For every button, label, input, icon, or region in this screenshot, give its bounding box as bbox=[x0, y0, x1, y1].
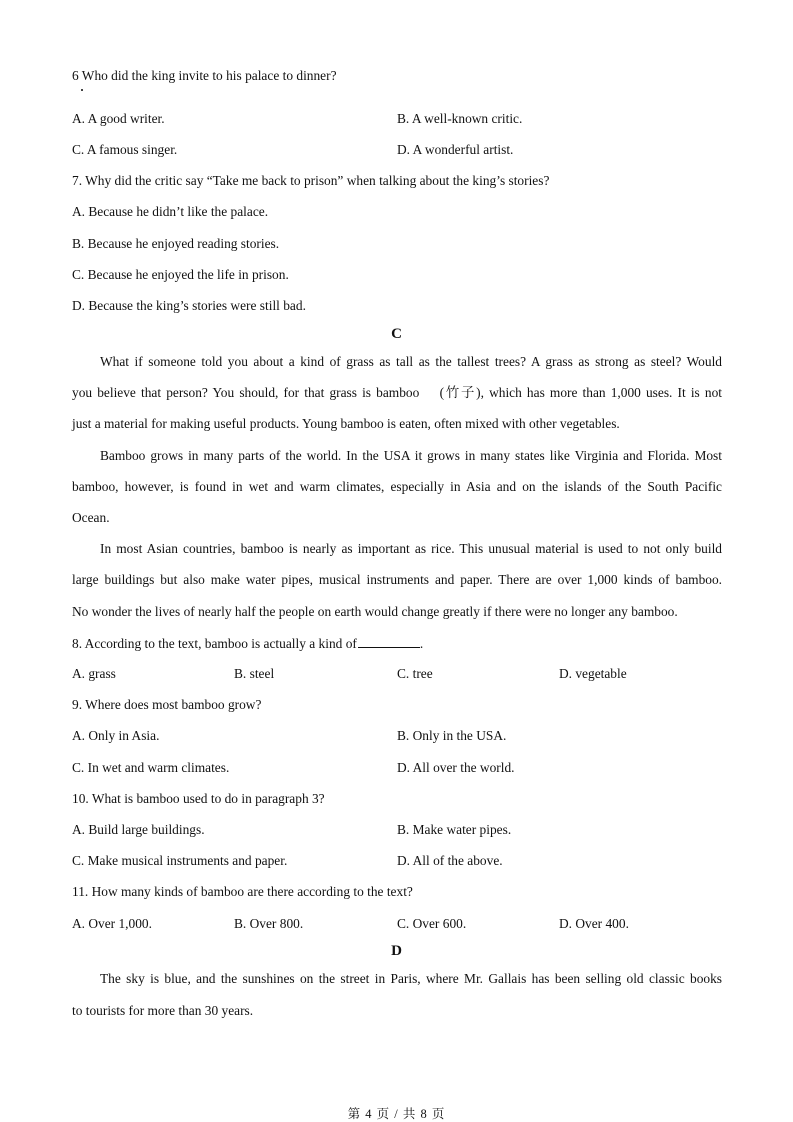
passage-c-p3-line-2: large buildings but also make water pipes, musical instruments and paper. There are over 1,000 kinds of bamboo. bbox=[72, 572, 722, 587]
passage-c-p1-line-2: you believe that person? You should, for that grass is bamboo (竹子), which has more than 1,000 uses. It is not bbox=[72, 385, 722, 400]
q9-option-c: C. In wet and warm climates. bbox=[72, 760, 230, 775]
q11-option-b: B. Over 800. bbox=[234, 916, 304, 931]
q10-option-d: D. All of the above. bbox=[397, 853, 503, 868]
q11-option-c: C. Over 600. bbox=[397, 916, 467, 931]
q8-option-c: C. tree bbox=[397, 666, 433, 681]
passage-c-p1-line-1: What if someone told you about a kind of grass as tall as the tallest trees? A grass as strong as steel? Would bbox=[100, 354, 722, 369]
q9-option-d: D. All over the world. bbox=[397, 760, 515, 775]
passage-c-p3-line-1: In most Asian countries, bamboo is nearly as important as rice. This unusual material is used to not only build bbox=[100, 541, 722, 556]
q7-option-d: D. Because the king’s stories were still bad. bbox=[72, 298, 306, 313]
q11-option-d: D. Over 400. bbox=[559, 916, 629, 931]
passage-d-p1-line-2: to tourists for more than 30 years. bbox=[72, 1003, 254, 1018]
passage-c-p2-line-2: bamboo, however, is found in wet and warm climates, especially in Asia and on the islands of the South Pacific bbox=[72, 479, 722, 494]
question-10: 10. What is bamboo used to do in paragraph 3? bbox=[72, 791, 325, 806]
q7-option-b: B. Because he enjoyed reading stories. bbox=[72, 236, 280, 251]
q8-option-a: A. grass bbox=[72, 666, 116, 681]
q8-text: 8. According to the text, bamboo is actually a kind of bbox=[72, 636, 357, 651]
answer-blank bbox=[358, 635, 420, 648]
q8-option-b: B. steel bbox=[234, 666, 275, 681]
stray-dot-mark bbox=[81, 89, 83, 91]
q10-option-a: A. Build large buildings. bbox=[72, 822, 205, 837]
section-d-heading: D bbox=[391, 943, 402, 959]
question-7: 7. Why did the critic say “Take me back to prison” when talking about the king’s stories? bbox=[72, 173, 550, 188]
q9-option-a: A. Only in Asia. bbox=[72, 728, 160, 743]
passage-d-p1-line-1: The sky is blue, and the sunshines on the street in Paris, where Mr. Gallais has been selling old classic books bbox=[100, 971, 722, 986]
passage-c-p3-line-3: No wonder the lives of nearly half the people on earth would change greatly if there were no longer any bamboo. bbox=[72, 604, 678, 619]
question-9: 9. Where does most bamboo grow? bbox=[72, 697, 262, 712]
q8-option-d: D. vegetable bbox=[559, 666, 627, 681]
question-6: 6 Who did the king invite to his palace to dinner? bbox=[72, 68, 337, 83]
passage-c-p1-line-3: just a material for making useful products. Young bamboo is eaten, often mixed with other vegetables. bbox=[72, 416, 620, 431]
q11-option-a: A. Over 1,000. bbox=[72, 916, 152, 931]
question-8 bbox=[72, 635, 423, 652]
q6-option-a: A. A good writer. bbox=[72, 111, 165, 126]
q6-option-c: C. A famous singer. bbox=[72, 142, 178, 157]
passage-c-p2-line-1: Bamboo grows in many parts of the world. In the USA it grows in many states like Virginia and Florida. Most bbox=[100, 448, 722, 463]
q6-option-b: B. A well-known critic. bbox=[397, 111, 523, 126]
q7-option-c: C. Because he enjoyed the life in prison. bbox=[72, 267, 289, 282]
q10-option-c: C. Make musical instruments and paper. bbox=[72, 853, 288, 868]
question-11: 11. How many kinds of bamboo are there according to the text? bbox=[72, 884, 413, 899]
q6-option-d: D. A wonderful artist. bbox=[397, 142, 514, 157]
q7-option-a: A. Because he didn’t like the palace. bbox=[72, 204, 269, 219]
page-number-footer: 第 4 页 / 共 8 页 bbox=[347, 1107, 446, 1121]
q9-option-b: B. Only in the USA. bbox=[397, 728, 507, 743]
q8-end: . bbox=[419, 636, 424, 651]
section-c-heading: C bbox=[391, 326, 402, 342]
passage-c-p2-line-3: Ocean. bbox=[72, 510, 110, 525]
q10-option-b: B. Make water pipes. bbox=[397, 822, 512, 837]
